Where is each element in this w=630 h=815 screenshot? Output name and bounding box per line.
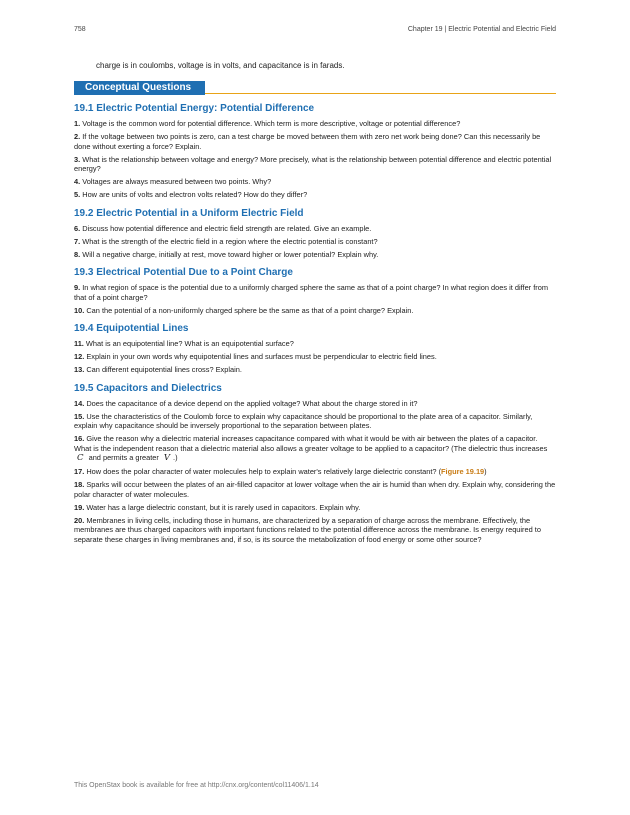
question-text: Explain in your own words why equipotential lines and surfaces must be perpendicular to electric field lines.: [84, 352, 437, 361]
footer-note: This OpenStax book is available for free at http://cnx.org/content/col11406/1.14: [74, 782, 319, 789]
banner-title: Conceptual Questions: [74, 81, 205, 95]
section-title: 19.5 Capacitors and Dielectrics: [74, 382, 222, 394]
question-text: Will a negative charge, initially at rest, move toward higher or lower potential? Explain why.: [80, 249, 379, 259]
question-number: 17.: [74, 467, 85, 476]
question-text: What is the relationship between voltage and energy? More precisely, what is the relationship between potential difference and electric potential energy?: [74, 154, 552, 173]
question-text: Water has a large dielectric constant, but it is rarely used in capacitors. Explain why.: [84, 502, 361, 512]
question-text: How does the polar character of water molecules help to explain water's relatively large dielectric constant? (: [84, 467, 442, 476]
section-title: 19.1 Electric Potential Energy: Potential Difference: [74, 103, 315, 114]
question-2: [74, 132, 556, 151]
question-number: 19.: [74, 502, 85, 512]
question-number: 1.: [74, 119, 81, 128]
question-16: [74, 434, 556, 464]
question-6: [74, 224, 556, 234]
question-number: 4.: [74, 177, 81, 186]
section-19-4: [74, 322, 556, 375]
question-3: [74, 155, 556, 174]
question-number: 10.: [74, 305, 85, 315]
question-text: Does the capacitance of a device depend on the applied voltage? What about the charge stored in it?: [84, 398, 418, 408]
question-number: 11.: [74, 339, 84, 348]
question-20: [74, 516, 556, 545]
question-14: [74, 399, 556, 409]
section-title: 19.4 Equipotential Lines: [74, 323, 189, 334]
question-text: Sparks will occur between the plates of an air-filled capacitor at lower voltage when the air is humid than when dry. Explain why, considering the polar character of water molecules.: [74, 480, 556, 499]
section-banner: [74, 81, 556, 95]
question-1: [74, 119, 556, 129]
question-text-mid: and permits a greater: [88, 453, 159, 462]
section-19-1: [74, 102, 556, 200]
question-11: [74, 339, 556, 349]
question-number: 15.: [74, 411, 85, 421]
section-19-5: [74, 382, 556, 545]
question-number: 16.: [74, 434, 85, 443]
question-text: Voltages are always measured between two points. Why?: [80, 177, 272, 186]
question-number: 8.: [74, 249, 81, 259]
question-text-end: ): [484, 467, 487, 476]
question-number: 18.: [74, 480, 85, 489]
question-text: Give the reason why a dielectric material increases capacitance compared with what it would be with air between the plates of a capacitor. What is the independent reason that a dielectric material also allows a greater voltage to be applied to a capacitor? (The dielectric thus increases: [74, 434, 548, 453]
question-5: [74, 190, 556, 200]
question-10: [74, 306, 556, 316]
question-text: Discuss how potential difference and electric field strength are related. Give an example.: [80, 223, 372, 233]
question-number: 9.: [74, 283, 81, 292]
question-number: 5.: [74, 190, 81, 199]
question-18: [74, 480, 556, 499]
question-15: [74, 412, 556, 431]
question-text: What is the strength of the electric field in a region where the electric potential is constant?: [80, 236, 378, 246]
question-8: [74, 250, 556, 260]
question-text: In what region of space is the potential due to a uniformly charged sphere the same as that of a point charge? In what region does it differ from that of a point charge?: [74, 283, 548, 302]
question-text: Use the characteristics of the Coulomb force to explain why capacitance should be proportional to the plate area of a capacitor. Similarly, explain why capacitance should be inversely proportional to the separation between plates.: [74, 411, 533, 430]
question-12: [74, 352, 556, 362]
question-19: [74, 503, 556, 513]
math-variable-c: C: [77, 453, 84, 463]
question-text: Membranes in living cells, including those in humans, are characterized by a separation of charge across the membrane. Effectively, the membranes are thus charged capacitors with important functions related to the potential difference across the membrane. Is energy required to separate these charges in living membranes and, if so, is its source the metabolization of food energy or some other source?: [74, 515, 541, 544]
question-4: [74, 177, 556, 187]
intro-line: charge is in coulombs, voltage is in volts, and capacitance is in farads.: [96, 61, 345, 70]
question-number: 7.: [74, 236, 81, 246]
question-9: [74, 283, 556, 302]
chapter-header: Chapter 19 | Electric Potential and Electric Field: [407, 26, 556, 33]
question-number: 3.: [74, 154, 81, 164]
question-text: If the voltage between two points is zero, can a test charge be moved between them with zero net work being done? Can this necessarily be done without exerting a force? Explain.: [74, 132, 541, 151]
question-number: 2.: [74, 132, 81, 141]
question-13: [74, 365, 556, 375]
question-number: 13.: [74, 365, 85, 374]
question-text: Can different equipotential lines cross? Explain.: [84, 365, 242, 374]
question-text-end: .): [173, 453, 178, 462]
section-19-2: [74, 207, 556, 260]
question-7: [74, 237, 556, 247]
question-number: 12.: [74, 352, 85, 361]
page-number: 758: [74, 26, 86, 33]
figure-link[interactable]: Figure 19.19: [441, 467, 485, 476]
math-variable-v: V: [163, 453, 171, 463]
section-19-3: [74, 266, 556, 315]
question-text: Can the potential of a non-uniformly charged sphere be the same as that of a point charge? Explain.: [84, 305, 414, 315]
question-text: Voltage is the common word for potential difference. Which term is more descriptive, voltage or potential difference?: [80, 119, 461, 128]
question-number: 20.: [74, 515, 85, 525]
section-title: 19.3 Electrical Potential Due to a Point Charge: [74, 267, 293, 278]
question-text: How are units of volts and electron volts related? How do they differ?: [80, 190, 308, 199]
question-number: 6.: [74, 223, 81, 233]
question-number: 14.: [74, 398, 85, 408]
questions-content: [74, 102, 556, 551]
section-title: 19.2 Electric Potential in a Uniform Electric Field: [74, 207, 304, 219]
question-text: What is an equipotential line? What is an equipotential surface?: [83, 339, 294, 348]
question-17: [74, 467, 556, 477]
